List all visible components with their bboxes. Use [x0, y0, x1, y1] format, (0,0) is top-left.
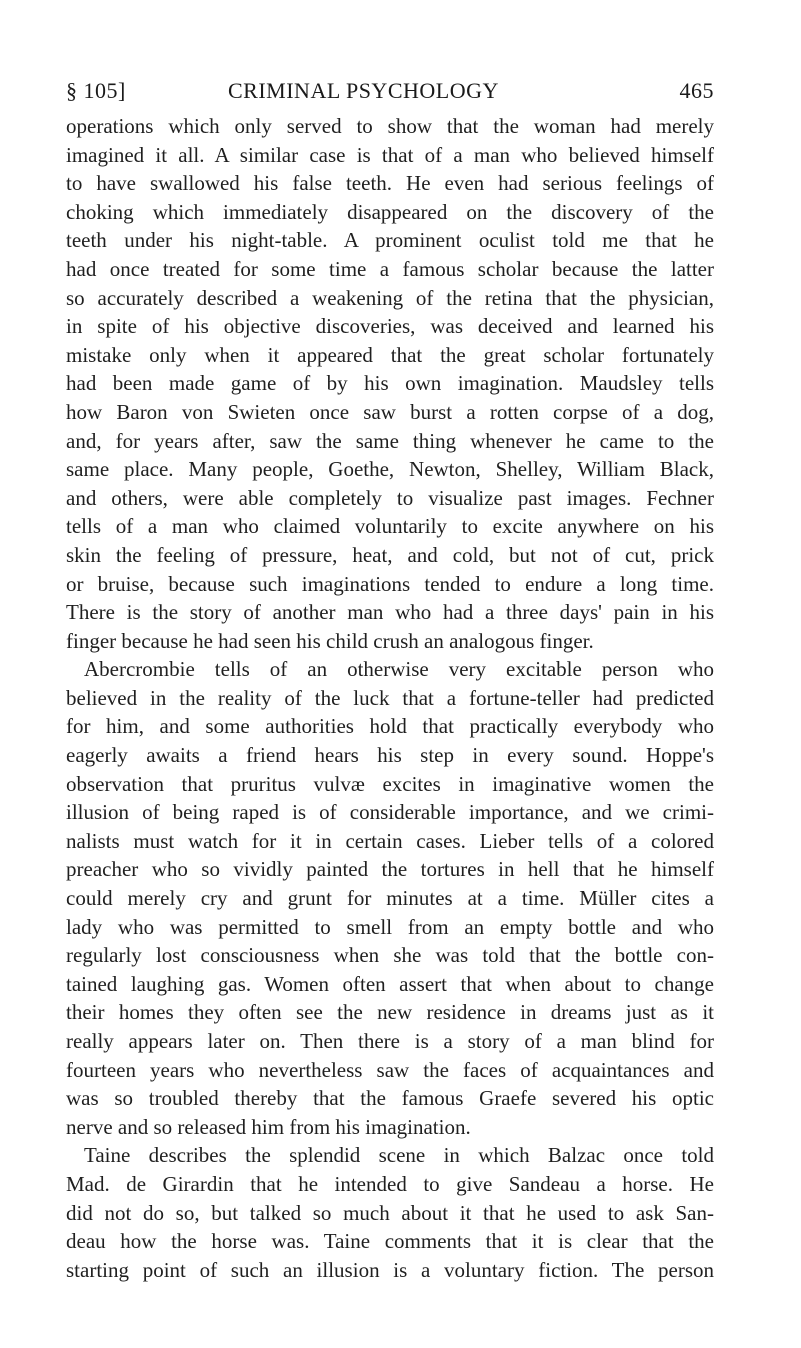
page-number: 465: [679, 78, 714, 103]
text-line: illusion of being raped is of considerable importance, and we crimi-: [66, 800, 714, 825]
running-title: CRIMINAL PSYCHOLOGY: [228, 78, 499, 103]
text-line: fourteen years who nevertheless saw the faces of acquaintances and: [66, 1057, 714, 1082]
text-line: tells of a man who claimed voluntarily to excite anywhere on his: [66, 514, 714, 539]
text-line: lady who was permitted to smell from an empty bottle and who: [66, 914, 714, 939]
section-marker: § 105]: [66, 78, 126, 103]
text-line: and others, were able completely to visualize past images. Fechner: [66, 485, 714, 510]
text-line: how Baron von Swieten once saw burst a rotten corpse of a dog,: [66, 399, 714, 424]
text-line: for him, and some authorities hold that practically everybody who: [66, 714, 714, 739]
text-line: could merely cry and grunt for minutes at a time. Müller cites a: [66, 886, 714, 911]
text-line: was so troubled thereby that the famous Graefe severed his optic: [66, 1086, 714, 1111]
text-line: There is the story of another man who had a three days' pain in his: [66, 600, 714, 625]
text-line: starting point of such an illusion is a voluntary fiction. The person: [66, 1257, 714, 1282]
running-head: [66, 78, 714, 108]
text-line: believed in the reality of the luck that a fortune-teller had predicted: [66, 685, 714, 710]
text-line: imagined it all. A similar case is that of a man who believed himself: [66, 142, 714, 167]
text-line: had once treated for some time a famous scholar because the latter: [66, 256, 714, 281]
text-line: mistake only when it appeared that the great scholar fortunately: [66, 342, 714, 367]
text-line: skin the feeling of pressure, heat, and cold, but not of cut, prick: [66, 542, 714, 567]
text-line: tained laughing gas. Women often assert that when about to change: [66, 971, 714, 996]
text-line: operations which only served to show that the woman had merely: [66, 114, 714, 138]
text-line: deau how the horse was. Taine comments that it is clear that the: [66, 1229, 714, 1254]
body-text: [66, 112, 714, 1284]
text-line: and, for years after, saw the same thing whenever he came to the: [66, 428, 714, 453]
text-line: or bruise, because such imaginations tended to endure a long time.: [66, 571, 714, 596]
text-line: so accurately described a weakening of the retina that the physician,: [66, 285, 714, 310]
text-line: teeth under his night-table. A prominent oculist told me that he: [66, 228, 714, 253]
paragraph-start-line: Taine describes the splendid scene in which Balzac once told: [84, 1143, 714, 1168]
text-line: same place. Many people, Goethe, Newton, Shelley, William Black,: [66, 457, 714, 482]
text-line: their homes they often see the new residence in dreams just as it: [66, 1000, 714, 1025]
text-line: finger because he had seen his child crush an analogous finger.: [66, 628, 594, 653]
text-line: had been made game of by his own imagination. Maudsley tells: [66, 371, 714, 396]
text-line: preacher who so vividly painted the tortures in hell that he himself: [66, 857, 714, 882]
text-line: nerve and so released him from his imagination.: [66, 1114, 471, 1139]
text-line: in spite of his objective discoveries, was deceived and learned his: [66, 314, 714, 339]
text-line: really appears later on. Then there is a story of a man blind for: [66, 1029, 714, 1053]
text-line: regularly lost consciousness when she was told that the bottle con-: [66, 943, 714, 968]
text-line: eagerly awaits a friend hears his step in every sound. Hoppe's: [66, 743, 714, 768]
paragraph-start-line: Abercrombie tells of an otherwise very excitable person who: [84, 657, 714, 682]
text-line: choking which immediately disappeared on the discovery of the: [66, 199, 714, 224]
text-line: to have swallowed his false teeth. He even had serious feelings of: [66, 171, 714, 196]
text-line: did not do so, but talked so much about it that he used to ask San-: [66, 1200, 714, 1225]
text-line: Mad. de Girardin that he intended to give Sandeau a horse. He: [66, 1171, 714, 1196]
text-line: observation that pruritus vulvæ excites in imaginative women the: [66, 771, 714, 796]
text-line: nalists must watch for it in certain cases. Lieber tells of a colored: [66, 828, 714, 853]
